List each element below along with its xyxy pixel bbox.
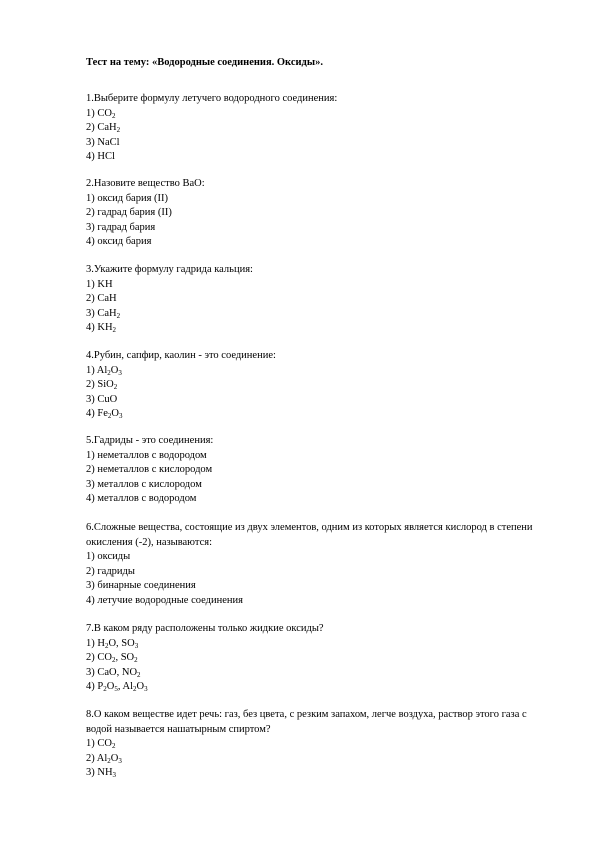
answer-option xyxy=(86,680,536,695)
option-text: 3) CaH xyxy=(86,307,117,319)
question-8 xyxy=(86,708,536,781)
option-text: 4) металлов с водородом xyxy=(86,493,197,505)
option-text: 4) HCl xyxy=(86,151,115,163)
option-text: O, SO xyxy=(108,637,135,649)
answer-option xyxy=(86,321,536,336)
answer-option xyxy=(86,407,536,422)
subscript: 3 xyxy=(112,771,117,780)
option-text: 2) гадрад бария (II) xyxy=(86,207,172,219)
subscript: 2 xyxy=(107,412,112,421)
option-text: 4) KH xyxy=(86,322,113,334)
answer-option xyxy=(86,378,536,393)
subscript: 3 xyxy=(134,641,139,650)
option-text: 3) CaO, NO xyxy=(86,666,138,678)
subscript: 2 xyxy=(111,111,116,120)
answer-options xyxy=(86,278,536,336)
option-text: 1) KH xyxy=(86,278,113,290)
option-text: , Al xyxy=(117,681,133,693)
answer-option xyxy=(86,579,536,594)
option-text: 3) бинарные соединения xyxy=(86,580,196,592)
option-text: O xyxy=(111,408,119,420)
option-text: , SO xyxy=(115,652,135,664)
answer-option xyxy=(86,565,536,580)
option-text: 3) CuO xyxy=(86,393,118,405)
answer-option xyxy=(86,307,536,322)
subscript: 2 xyxy=(116,126,121,135)
answer-option xyxy=(86,136,536,151)
subscript: 2 xyxy=(104,641,109,650)
question-text: 1.Выберите формулу летучего водородного соединения: xyxy=(86,93,338,104)
subscript: 2 xyxy=(112,326,117,335)
option-text: 1) CO xyxy=(86,738,112,750)
subscript: 2 xyxy=(134,656,138,665)
subscript: 3 xyxy=(118,756,122,765)
option-text: 1) неметаллов с водородом xyxy=(86,449,207,461)
answer-option xyxy=(86,235,536,250)
answer-option xyxy=(86,364,536,379)
subscript: 3 xyxy=(144,685,148,694)
answer-option xyxy=(86,492,536,507)
answer-options xyxy=(86,107,536,165)
answer-options xyxy=(86,449,536,507)
question-text: 3.Укажите формулу гадрида кальция: xyxy=(86,264,253,275)
question-text: 2.Назовите вещество BaO: xyxy=(86,178,205,189)
subscript: 3 xyxy=(118,368,122,377)
subscript: 5 xyxy=(114,685,118,694)
option-text: 3) NH xyxy=(86,767,113,779)
answer-option xyxy=(86,221,536,236)
answer-option xyxy=(86,292,536,307)
option-text: 4) Fe xyxy=(86,408,108,420)
subscript: 3 xyxy=(118,412,123,421)
option-text: 3) металлов с кислородом xyxy=(86,478,202,490)
question-1 xyxy=(86,92,536,165)
answer-options xyxy=(86,637,536,695)
test-title: Тест на тему: «Водородные соединения. Оксиды». xyxy=(86,57,323,68)
answer-option xyxy=(86,550,536,565)
option-text: O xyxy=(106,681,115,693)
question-text: 5.Гадриды - это соединения: xyxy=(86,435,214,446)
answer-option xyxy=(86,637,536,652)
answer-options xyxy=(86,550,536,608)
subscript: 2 xyxy=(107,368,111,377)
question-6 xyxy=(86,521,536,609)
subscript: 2 xyxy=(113,383,118,392)
answer-option xyxy=(86,206,536,221)
answer-option xyxy=(86,449,536,464)
option-text: 2) CO xyxy=(86,652,112,664)
subscript: 2 xyxy=(103,685,107,694)
question-text: 6.Сложные вещества, состоящие из двух элементов, одним из которых является кислород в степени окисления (-2), называются: xyxy=(86,522,533,548)
subscript: 2 xyxy=(107,756,111,765)
answer-option xyxy=(86,766,536,781)
answer-option xyxy=(86,752,536,767)
option-text: 1) Al xyxy=(86,364,108,376)
subscript: 2 xyxy=(137,670,141,679)
answer-option xyxy=(86,478,536,493)
option-text: 3) гадрад бария xyxy=(86,221,156,233)
option-text: 4) P xyxy=(86,681,104,693)
answer-option xyxy=(86,594,536,609)
subscript: 2 xyxy=(116,311,121,320)
option-text: O xyxy=(136,681,145,693)
option-text: 2) неметаллов с кислородом xyxy=(86,464,213,476)
answer-option xyxy=(86,651,536,666)
option-text: 2) SiO xyxy=(86,379,114,391)
answer-options xyxy=(86,737,536,781)
question-text: 7.В каком ряду расположены только жидкие оксиды? xyxy=(86,623,324,634)
answer-option xyxy=(86,121,536,136)
subscript: 2 xyxy=(111,742,116,751)
question-text: 4.Рубин, сапфир, каолин - это соединение: xyxy=(86,350,276,361)
question-4 xyxy=(86,349,536,422)
option-text: 4) летучие водородные соединения xyxy=(86,594,243,606)
question-2 xyxy=(86,177,536,250)
question-text: 8.О каком веществе идет речь: газ, без цвета, с резким запахом, легче воздуха, раствор этого газа с водой называется нашатырным спиртом? xyxy=(86,709,527,735)
option-text: 1) оксиды xyxy=(86,551,131,563)
answer-options xyxy=(86,192,536,250)
answer-option xyxy=(86,150,536,165)
answer-option xyxy=(86,393,536,408)
option-text: O xyxy=(110,752,119,764)
option-text: O xyxy=(110,364,119,376)
answer-option xyxy=(86,737,536,752)
subscript: 2 xyxy=(132,685,137,694)
option-text: 1) оксид бария (II) xyxy=(86,192,169,204)
question-3 xyxy=(86,263,536,336)
option-text: 3) NaCl xyxy=(86,136,120,148)
answer-option xyxy=(86,278,536,293)
answer-options xyxy=(86,364,536,422)
subscript: 2 xyxy=(111,656,116,665)
answer-option xyxy=(86,192,536,207)
answer-option xyxy=(86,463,536,478)
option-text: 4) оксид бария xyxy=(86,236,152,248)
option-text: 2) гадриды xyxy=(86,565,135,577)
option-text: 2) CaH xyxy=(86,293,117,305)
option-text: 1) CO xyxy=(86,107,112,119)
option-text: 2) CaH xyxy=(86,122,117,134)
question-7 xyxy=(86,622,536,695)
answer-option xyxy=(86,107,536,122)
option-text: 1) H xyxy=(86,637,105,649)
answer-option xyxy=(86,666,536,681)
option-text: 2) Al xyxy=(86,752,108,764)
question-5 xyxy=(86,434,536,507)
